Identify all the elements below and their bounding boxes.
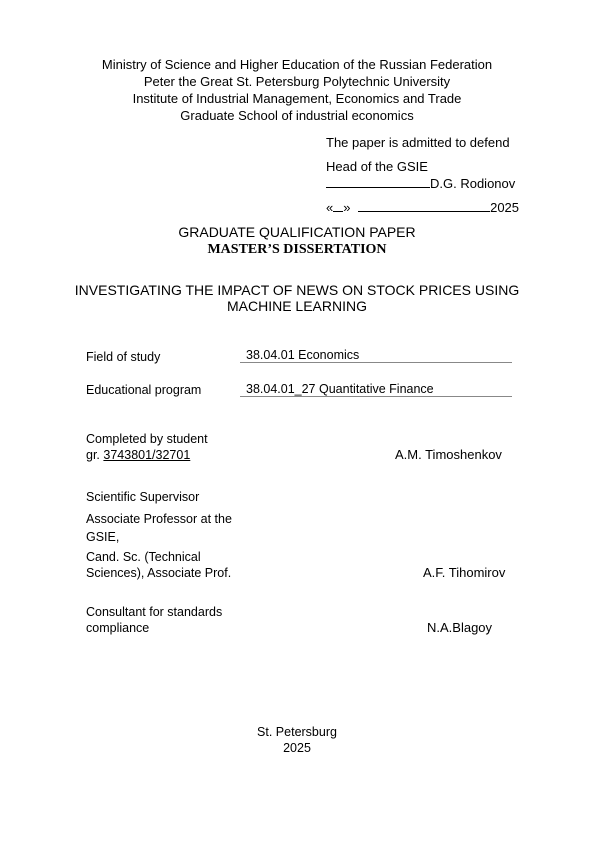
student-group-line	[86, 447, 190, 463]
field-of-study-value: 38.04.01 Economics	[240, 348, 512, 363]
group-number: 3743801/32701	[103, 448, 191, 462]
supervisor-name: A.F. Tihomirov	[423, 565, 506, 580]
school-line: Graduate School of industrial economics	[180, 108, 414, 123]
date-quote-close: »	[343, 200, 351, 215]
supervisor-line-3: Cand. Sc. (Technical	[86, 550, 201, 564]
supervisor-line-1: Associate Professor at the	[86, 512, 232, 526]
topic-line-2: MACHINE LEARNING	[226, 298, 368, 314]
signature-blank	[326, 187, 430, 188]
footer-city: St. Petersburg	[257, 725, 337, 739]
consultant-name: N.A.Blagoy	[427, 620, 493, 635]
institute-line: Institute of Industrial Management, Economics and Trade	[132, 91, 462, 106]
month-blank	[358, 211, 490, 212]
ministry-line: Ministry of Science and Higher Education of the Russian Federation	[101, 57, 493, 72]
university-line: Peter the Great St. Petersburg Polytechnic University	[143, 74, 451, 89]
head-name: D.G. Rodionov	[430, 176, 516, 191]
paper-kind: MASTER’S DISSERTATION	[207, 242, 387, 257]
head-of-gsie: Head of the GSIE	[326, 159, 428, 174]
head-signature-line	[326, 176, 515, 192]
admitted-text: The paper is admitted to defend	[326, 135, 510, 150]
group-prefix: gr.	[86, 448, 100, 462]
field-of-study-label: Field of study	[86, 350, 161, 364]
footer-year: 2025	[283, 741, 311, 755]
completed-by-label: Completed by student	[86, 432, 208, 446]
consultant-line-1: Consultant for standards	[86, 605, 223, 619]
day-blank	[333, 211, 343, 212]
admission-date-line	[326, 200, 519, 216]
supervisor-line-4: Sciences), Associate Prof.	[86, 566, 232, 580]
topic-line-1: INVESTIGATING THE IMPACT OF NEWS ON STOCK PRICES USING	[74, 282, 520, 298]
paper-type: GRADUATE QUALIFICATION PAPER	[178, 224, 416, 240]
educational-program-label: Educational program	[86, 383, 202, 397]
educational-program-value: 38.04.01_27 Quantitative Finance	[240, 382, 512, 397]
supervisor-label: Scientific Supervisor	[86, 490, 200, 504]
date-quote-open: «	[326, 200, 334, 215]
consultant-line-2: compliance	[86, 621, 150, 635]
admission-year: 2025	[490, 200, 520, 215]
student-name: A.M. Timoshenkov	[395, 447, 502, 462]
supervisor-line-2: GSIE,	[86, 530, 120, 544]
